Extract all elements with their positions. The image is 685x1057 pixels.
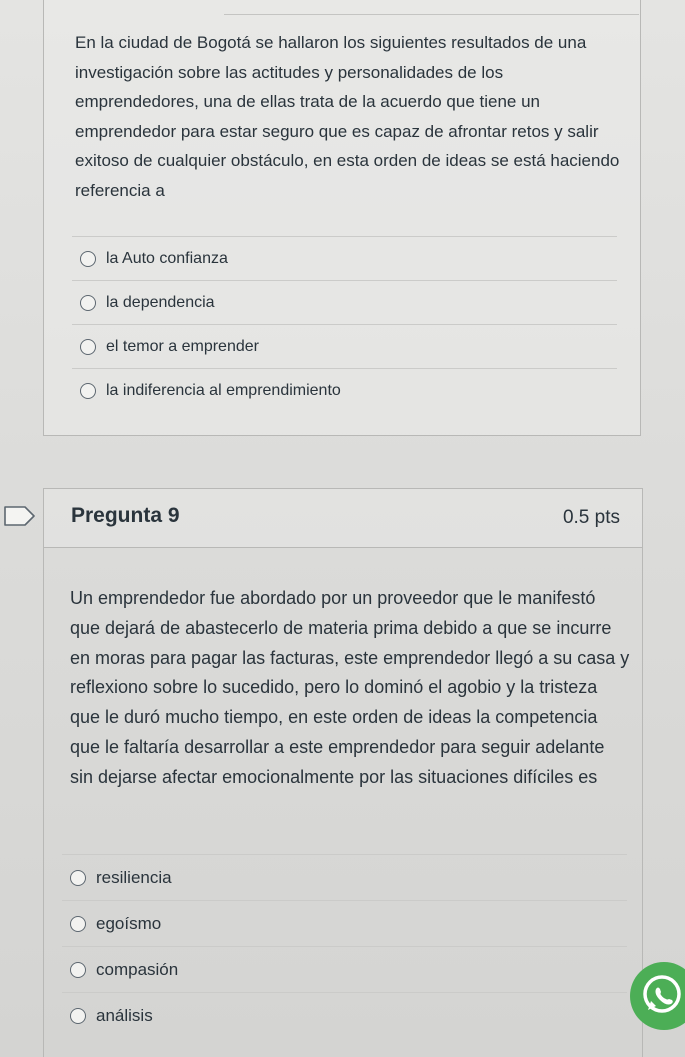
flag-question-icon[interactable] xyxy=(3,505,37,527)
radio-button[interactable] xyxy=(70,962,86,978)
answer-option[interactable] xyxy=(62,992,627,1038)
answer-label: compasión xyxy=(96,959,179,979)
radio-button[interactable] xyxy=(80,295,96,311)
question-8-text: En la ciudad de Bogotá se hallaron los siguientes resultados de una investigación sobre las actitudes y personalidades de los emprendedores, una de ellas trata de la acuerdo que tiene un emprendedor para estar seguro que es capaz de afrontar retos y salir exitoso de cualquier obstáculo, en esta orden de ideas se está haciendo referencia a xyxy=(75,33,620,200)
whatsapp-chat-icon[interactable] xyxy=(628,960,685,1030)
radio-button[interactable] xyxy=(80,251,96,267)
question-9-text: Un emprendedor fue abordado por un proveedor que le manifestó que dejará de abastecerlo de materia prima debido a que se incurre en moras para pagar las facturas, este emprendedor llegó a su casa y reflexiono sobre lo sucedido, pero lo dominó el agobio y la tristeza que le duró mucho tiempo, en este orden de ideas la competencia que le faltaría desarrollar a este emprendedor para seguir adelante sin dejarse afectar emocionalmente por las situaciones difíciles es xyxy=(70,588,630,787)
answer-option[interactable] xyxy=(62,946,627,992)
answer-option[interactable] xyxy=(72,368,617,412)
answer-option[interactable] xyxy=(72,280,617,324)
radio-button[interactable] xyxy=(70,1008,86,1024)
answer-label: egoísmo xyxy=(96,913,162,933)
question-9-header xyxy=(44,489,642,548)
answer-label: el temor a emprender xyxy=(106,337,259,355)
answer-option[interactable] xyxy=(72,324,617,368)
answer-option[interactable] xyxy=(62,900,627,946)
question-9-card xyxy=(43,488,643,1057)
question-title: Pregunta 9 xyxy=(71,504,180,527)
answer-label: la indiferencia al emprendimiento xyxy=(106,381,341,399)
answer-option[interactable] xyxy=(62,854,627,900)
answer-label: la Auto confianza xyxy=(106,249,228,267)
answer-option[interactable] xyxy=(72,236,617,280)
radio-button[interactable] xyxy=(80,339,96,355)
radio-button[interactable] xyxy=(80,383,96,399)
answer-label: análisis xyxy=(96,1005,153,1025)
question-9-answers xyxy=(62,854,627,1038)
question-8-answers xyxy=(72,236,617,412)
question-8-card xyxy=(43,0,641,436)
answer-label: la dependencia xyxy=(106,293,215,311)
radio-button[interactable] xyxy=(70,870,86,886)
question-points: 0.5 pts xyxy=(562,507,620,528)
divider xyxy=(224,14,639,15)
radio-button[interactable] xyxy=(70,916,86,932)
answer-label: resiliencia xyxy=(96,867,172,887)
